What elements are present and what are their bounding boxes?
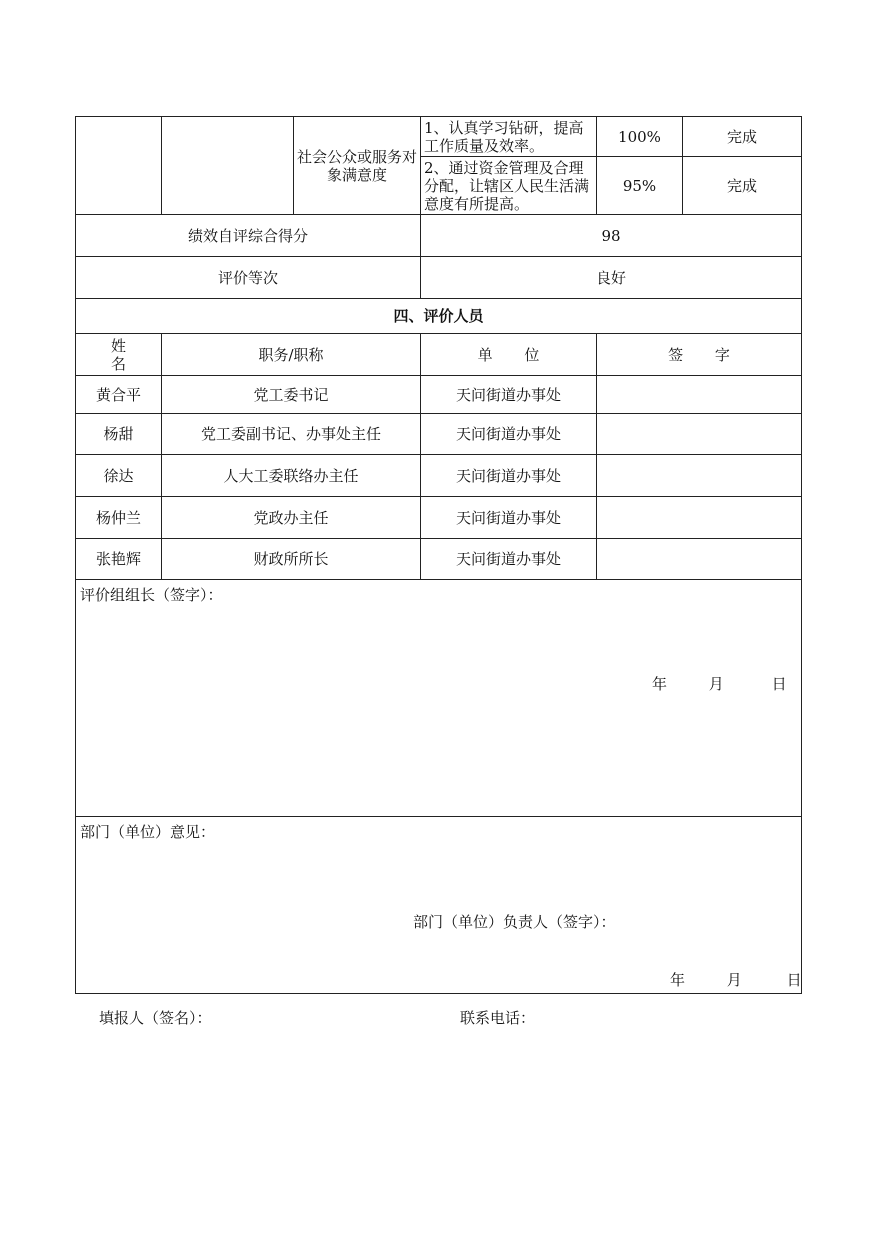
- staff-header-row: [76, 334, 802, 376]
- indicator-category: 社会公众或服务对象满意度: [294, 117, 421, 215]
- indicator-status-1: 完成: [683, 117, 802, 157]
- leader-sign-label: 评价组组长（签字）：: [80, 586, 223, 604]
- leader-sign-cell[interactable]: [76, 580, 802, 817]
- header-title: 职务/职称: [162, 334, 421, 376]
- indicator-row-1: [76, 117, 802, 157]
- leader-day: 日: [771, 675, 787, 693]
- grade-row: [76, 257, 802, 299]
- staff-name: 黄合平: [76, 376, 162, 414]
- dept-year: 年: [670, 971, 686, 989]
- dept-opinion-label: 部门（单位）意见：: [80, 823, 216, 841]
- staff-unit: 天问街道办事处: [421, 455, 597, 497]
- leader-sign-row: [76, 580, 802, 817]
- staff-unit: 天问街道办事处: [421, 497, 597, 539]
- leader-date: [652, 673, 787, 694]
- dept-date: [670, 969, 802, 990]
- staff-sign[interactable]: [597, 455, 802, 497]
- dept-opinion-row: [76, 817, 802, 994]
- staff-row: [76, 376, 802, 414]
- staff-row: [76, 497, 802, 539]
- staff-row: [76, 455, 802, 497]
- staff-name: 徐达: [76, 455, 162, 497]
- leader-month: 月: [708, 675, 724, 693]
- phone-label: 联系电话：: [460, 1009, 536, 1027]
- dept-month: 月: [726, 971, 742, 989]
- dept-head-sign-label: 部门（单位）负责人（签字）：: [413, 913, 616, 931]
- staff-title: 党政办主任: [162, 497, 421, 539]
- staff-unit: 天问街道办事处: [421, 539, 597, 580]
- section-title-row: [76, 299, 802, 334]
- staff-sign[interactable]: [597, 497, 802, 539]
- indicator-desc-1: 1、认真学习钻研，提高工作质量及效率。: [421, 117, 597, 157]
- section-title: 四、评价人员: [76, 299, 802, 334]
- leader-year: 年: [652, 675, 668, 693]
- indicator-value-1: 100%: [597, 117, 683, 157]
- staff-title: 党工委副书记、办事处主任: [162, 414, 421, 455]
- staff-sign[interactable]: [597, 376, 802, 414]
- header-sign: 签 字: [597, 334, 802, 376]
- score-row: [76, 215, 802, 257]
- score-value: 98: [421, 215, 802, 257]
- dept-opinion-cell[interactable]: [76, 817, 802, 994]
- indicator-status-2: 完成: [683, 157, 802, 215]
- staff-title: 人大工委联络办主任: [162, 455, 421, 497]
- staff-title: 党工委书记: [162, 376, 421, 414]
- staff-unit: 天问街道办事处: [421, 414, 597, 455]
- staff-sign[interactable]: [597, 414, 802, 455]
- grade-label: 评价等次: [76, 257, 421, 299]
- blank-cell-2: [162, 117, 294, 215]
- indicator-desc-2: 2、通过资金管理及合理分配，让辖区人民生活满意度有所提高。: [421, 157, 597, 215]
- score-label: 绩效自评综合得分: [76, 215, 421, 257]
- staff-name: 张艳辉: [76, 539, 162, 580]
- indicator-value-2: 95%: [597, 157, 683, 215]
- header-unit: 单 位: [421, 334, 597, 376]
- staff-row: [76, 414, 802, 455]
- staff-row: [76, 539, 802, 580]
- header-name: 姓 名: [76, 334, 162, 376]
- staff-name: 杨甜: [76, 414, 162, 455]
- staff-title: 财政所所长: [162, 539, 421, 580]
- evaluation-form-table: [75, 116, 802, 994]
- dept-day: 日: [786, 971, 802, 989]
- staff-name: 杨仲兰: [76, 497, 162, 539]
- blank-cell-1: [76, 117, 162, 215]
- staff-unit: 天问街道办事处: [421, 376, 597, 414]
- grade-value: 良好: [421, 257, 802, 299]
- filler-label: 填报人（签名）：: [99, 1009, 212, 1027]
- staff-sign[interactable]: [597, 539, 802, 580]
